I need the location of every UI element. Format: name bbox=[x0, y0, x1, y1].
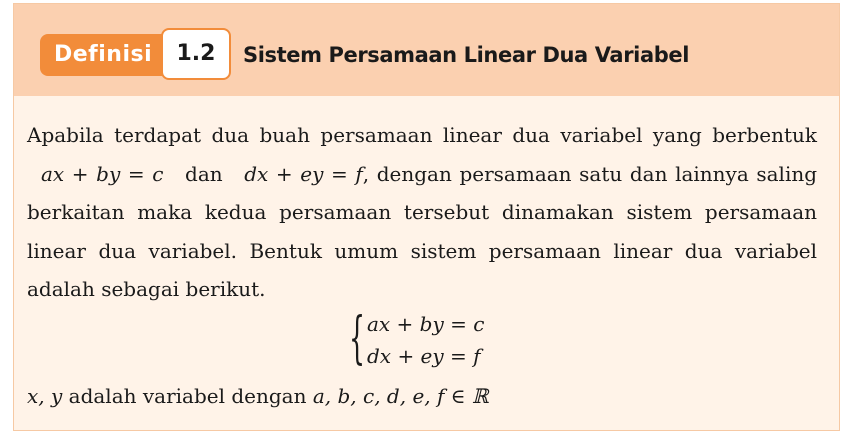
definition-badge: Definisi bbox=[40, 34, 176, 76]
text-line-3: dan lainnya saling berkaitan maka kedua persamaan tersebut bbox=[27, 161, 818, 224]
equation-inline-2: dx + ey = f bbox=[244, 161, 363, 186]
text-line-2-mid: dan bbox=[185, 161, 223, 186]
paragraph bbox=[27, 116, 817, 309]
definition-number: 1.2 bbox=[161, 28, 231, 80]
text-line-5: sistem persamaan linear dua variabel adalah sebagai berikut. bbox=[27, 238, 817, 301]
text-line-4: dinamakan sistem persamaan linear dua variabel. Bentuk umum bbox=[27, 200, 817, 263]
definition-header bbox=[14, 4, 839, 96]
text-line-1: Apabila terdapat dua buah persamaan linear dua variabel yang bbox=[27, 123, 702, 147]
definition-card bbox=[13, 3, 840, 431]
equation-system bbox=[27, 305, 817, 373]
system-brace: { bbox=[349, 305, 366, 371]
definition-title: Sistem Persamaan Linear Dua Variabel bbox=[243, 43, 689, 67]
variable-statement bbox=[27, 379, 817, 413]
text-line-2-prefix: berbentuk bbox=[712, 123, 817, 147]
equation-inline-1: ax + by = c bbox=[41, 161, 164, 186]
constants: a, b, c, d, e, f ∈ ℝ bbox=[312, 383, 489, 408]
system-equation-1: ax + by = c bbox=[367, 311, 485, 336]
system-equation-2: dx + ey = f bbox=[367, 343, 481, 368]
variable-text: adalah variabel dengan bbox=[68, 383, 307, 408]
definition-content bbox=[27, 116, 817, 413]
text-line-2-suffix: , dengan persamaan satu bbox=[362, 161, 623, 186]
variables: x, y bbox=[27, 383, 63, 408]
